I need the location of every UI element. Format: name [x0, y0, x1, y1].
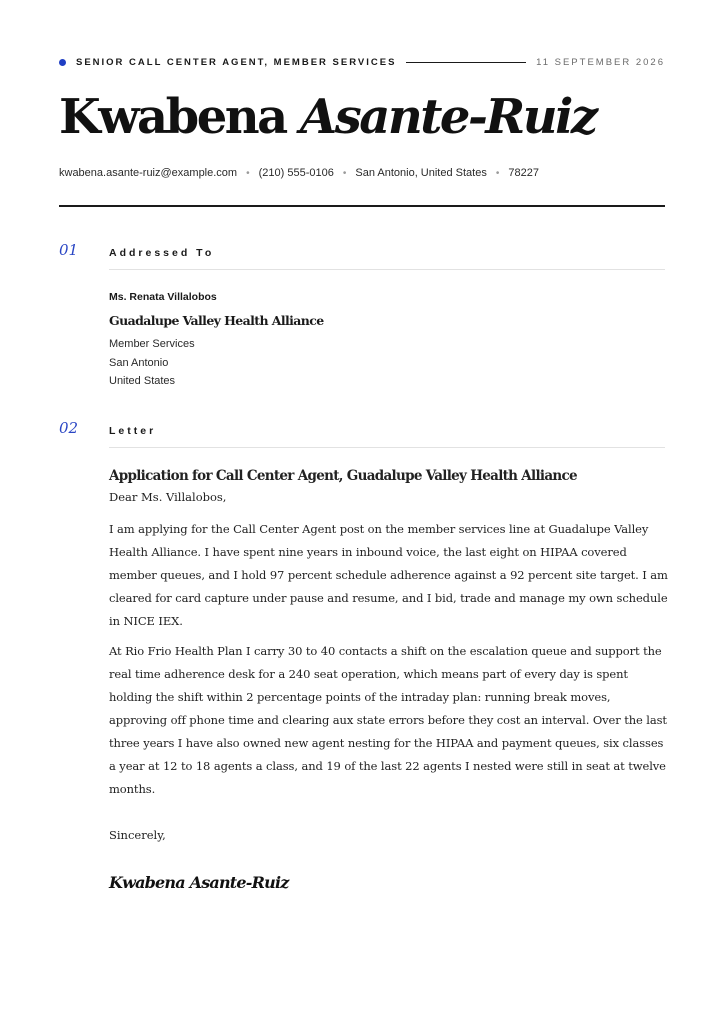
header-bar — [59, 55, 665, 69]
address-line: United States — [109, 375, 176, 387]
section-title-addressed-to: Addressed To — [109, 247, 215, 259]
letter-date: 11 SEPTEMBER 2026 — [536, 56, 665, 68]
applicant-name — [59, 86, 596, 148]
address-line: San Antonio — [109, 356, 169, 369]
signature: Kwabena Asante-Ruiz — [109, 873, 289, 892]
separator-dot-icon: • — [495, 167, 500, 179]
letter-paragraph: I am applying for the Call Center Agent post on the member services line at Guadalupe Valley Health Alliance. I have spent nine years in inbound voice, the last eight on HIPAA covered member queues, and I hold 97 percent schedule adherence against a 92 percent site target. I am cleared for card capture under pause and resume, and I bid, trade and manage my own schedule in NICE IEX. — [109, 522, 668, 628]
separator-dot-icon: • — [342, 167, 347, 179]
contact-phone[interactable]: (210) 555-0106 — [258, 167, 334, 179]
contact-email[interactable]: kwabena.asante-ruiz@example.com — [59, 167, 238, 179]
section-divider — [109, 269, 665, 270]
first-name: Kwabena — [59, 89, 286, 145]
last-name: Asante-Ruiz — [299, 89, 596, 145]
section-number-addressed-to: 01 — [59, 241, 79, 259]
section-divider — [109, 447, 665, 448]
letter-body — [109, 466, 669, 892]
accent-dot-icon — [59, 59, 66, 66]
letter-salutation: Dear Ms. Villalobos, — [109, 490, 227, 504]
recipient-address — [109, 335, 665, 391]
section-number-letter: 02 — [59, 419, 79, 437]
letter-closing: Sincerely, — [109, 828, 166, 842]
header-divider — [406, 62, 526, 63]
recipient-name: Ms. Renata Villalobos — [109, 291, 217, 303]
job-title: SENIOR CALL CENTER AGENT, MEMBER SERVICES — [76, 56, 397, 68]
address-line: Member Services — [109, 338, 195, 350]
recipient-organization: Guadalupe Valley Health Alliance — [109, 313, 324, 328]
letter-subject: Application for Call Center Agent, Guadalupe Valley Health Alliance — [109, 468, 577, 484]
contact-line — [59, 167, 539, 179]
header-rule — [59, 205, 665, 207]
contact-zip: 78227 — [508, 167, 539, 179]
section-title-letter: Letter — [109, 425, 157, 437]
separator-dot-icon: • — [246, 167, 250, 179]
recipient-block — [109, 290, 665, 391]
contact-location: San Antonio, United States — [355, 167, 487, 179]
letter-paragraph: At Rio Frio Health Plan I carry 30 to 40 contacts a shift on the escalation queue and support the real time adherence desk for a 240 seat operation, which means part of every day is spent holding the shift within 2 percentage points of the intraday plan: running break moves, approving off phone time and clearing aux state errors before they cost an interval. Over the last three years I have also owned new agent nesting for the HIPAA and payment queues, six classes a year at 12 to 18 agents a class, and 19 of the last 22 agents I nested were still in seat at twelve months. — [109, 644, 667, 796]
